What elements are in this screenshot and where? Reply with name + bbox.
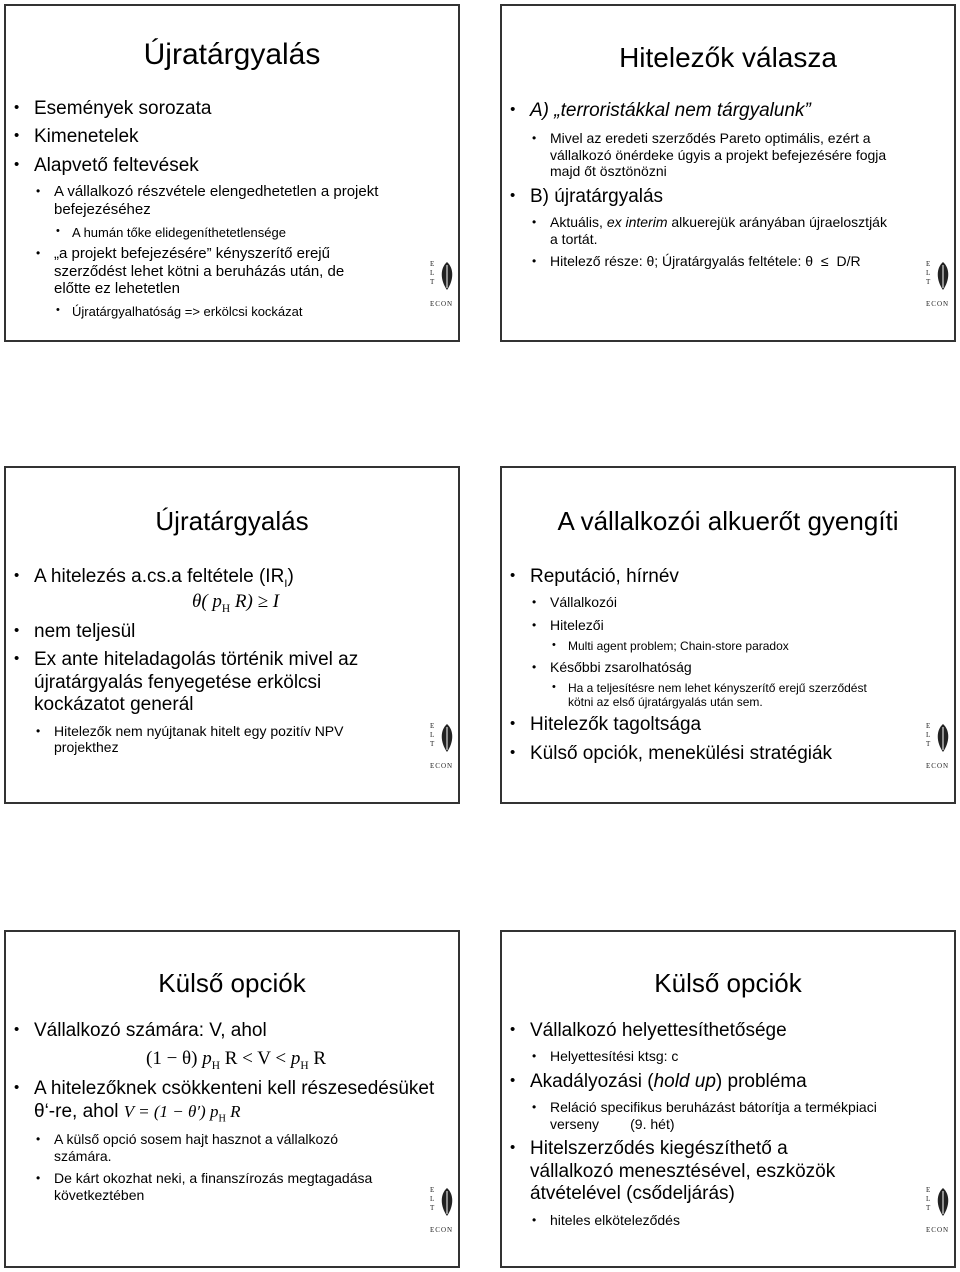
bullet: • Reputáció, hírnév xyxy=(502,566,954,588)
bullet: • A hitelezés a.cs.a feltétele $(IR_I)$ xyxy=(6,566,458,591)
sub-bullet: • Aktuális, ex interim alkuerejük arányában újraelosztják a tortát. xyxy=(502,214,890,247)
sub-bullet: • Helyettesítési ktsg: c xyxy=(502,1048,954,1065)
sub-bullet: • A külső opció sosem hajt hasznot a vállalkozó számára. xyxy=(6,1131,364,1164)
bullet: • Vállalkozó helyettesíthetősége xyxy=(502,1020,954,1042)
sub-sub-bullet: • Multi agent problem; Chain-store paradox xyxy=(502,639,954,653)
bullet: • A) „terroristákkal nem tárgyalunk” xyxy=(502,100,954,122)
bullet: • Hitelezők tagoltsága xyxy=(502,714,954,736)
formula-ir: θ( $p_H$ R) ≥ I xyxy=(192,591,280,616)
sub-bullet: • „a projekt befejezésére” kényszerítő erejű szerződést lehet kötni a beruházás után, de előtte ez lehetetlen xyxy=(6,245,384,298)
slide-2 xyxy=(500,4,956,342)
bullet: • Események sorozata xyxy=(6,98,458,120)
sub-bullet: • Vállalkozói xyxy=(502,594,954,611)
bullet: • nem teljesül xyxy=(6,621,458,643)
slide-title: A vállalkozói alkuerőt gyengíti xyxy=(557,506,899,536)
sub-sub-bullet: • A humán tőke elidegeníthetetlensége xyxy=(6,225,458,240)
leaf-icon xyxy=(440,724,454,752)
slide-1 xyxy=(4,4,460,342)
sub-bullet: • Hitelezők nem nyújtanak hitelt egy pozitív NPV projekthez xyxy=(6,723,384,756)
elte-econ-logo: E L T ECON xyxy=(430,260,454,308)
bullet: • A hitelezőknek csökkenteni kell részesedésüket θ‘-re, ahol V = (1 − θ′) $p_H$ R xyxy=(6,1078,444,1125)
sub-bullet: • Hitelező része: θ; Újratárgyalás feltétele: θ ≤ D/R xyxy=(502,253,954,270)
slide-title: Újratárgyalás xyxy=(155,506,309,536)
slide-title: Külső opciók xyxy=(158,968,306,998)
sub-bullet: • Reláció specifikus beruházást bátorítja a termékpiaci verseny (9. hét) xyxy=(502,1099,895,1132)
bullet: • Alapvető feltevések xyxy=(6,155,458,177)
elte-econ-logo: E L T ECON xyxy=(926,1186,950,1234)
slide-4 xyxy=(500,466,956,804)
leaf-icon xyxy=(440,262,454,290)
sub-bullet: • Mivel az eredeti szerződés Pareto optimális, ezért a vállalkozó önérdeke úgyis a projekt befejezésére fogja majd őt ösztönözni xyxy=(502,130,910,180)
elte-econ-logo: E L T ECON xyxy=(430,722,454,770)
bullet: • Kimenetelek xyxy=(6,126,458,148)
elte-econ-logo: E L T ECON xyxy=(430,1186,454,1234)
bullet: • Akadályozási (hold up) probléma xyxy=(502,1071,954,1093)
sub-bullet: • hiteles elköteleződés xyxy=(502,1212,954,1229)
slide-title: Újratárgyalás xyxy=(143,38,321,71)
sub-sub-bullet: • Újratárgyalhatóság => erkölcsi kockázat xyxy=(6,304,458,319)
sub-bullet: • Hitelezői xyxy=(502,617,954,634)
slide-title: Külső opciók xyxy=(654,968,802,998)
bullet: • Vállalkozó számára: V, ahol xyxy=(6,1020,458,1042)
formula-new-share: V = (1 − θ′) $p_H$ R xyxy=(123,1101,241,1124)
elte-econ-logo: E L T ECON xyxy=(926,260,950,308)
slide-6 xyxy=(500,930,956,1268)
sub-bullet: • Későbbi zsarolhatóság xyxy=(502,659,954,676)
sub-bullet: • A vállalkozó részvétele elengedhetetlen a projekt befejezéséhez xyxy=(6,183,384,218)
bullet: • Hitelszerződés kiegészíthető a vállalkozó menesztésével, eszközök átvételével (csődeljárás) xyxy=(502,1138,860,1205)
leaf-icon xyxy=(936,724,950,752)
leaf-icon xyxy=(936,1188,950,1216)
formula-outside-option: (1 − θ) $p_H$ $R < V < p_H$ R xyxy=(146,1048,327,1073)
leaf-icon xyxy=(440,1188,454,1216)
elte-econ-logo: E L T ECON xyxy=(926,722,950,770)
sub-bullet: • De kárt okozhat neki, a finanszírozás megtagadása következtében xyxy=(6,1170,384,1203)
slide-title: Hitelezők válasza xyxy=(619,42,837,73)
slide-5 xyxy=(4,930,460,1268)
sub-sub-bullet: • Ha a teljesítésre nem lehet kényszerítő erejű szerződést kötni az első újratárgyalás után sem. xyxy=(502,681,868,709)
slide-3 xyxy=(4,466,460,804)
leaf-icon xyxy=(936,262,950,290)
bullet: • Ex ante hiteladagolás történik mivel az újratárgyalás fenyegetése erkölcsi kockázatot generál xyxy=(6,649,394,716)
bullet: • B) újratárgyalás xyxy=(502,186,954,208)
bullet: • Külső opciók, menekülési stratégiák xyxy=(502,743,954,765)
